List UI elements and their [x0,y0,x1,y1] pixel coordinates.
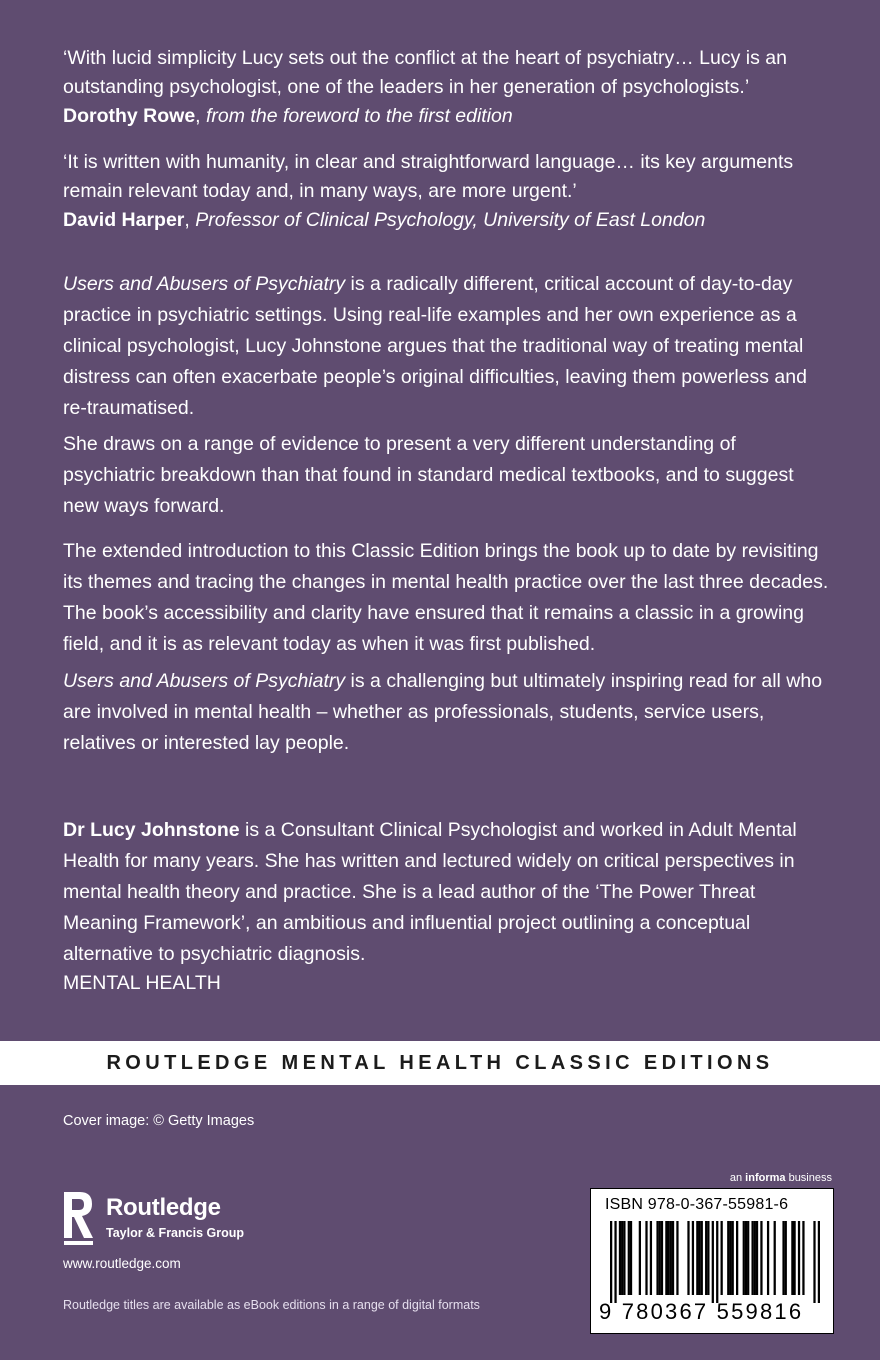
barcode-bar [621,1221,623,1295]
barcode-bar [743,1221,745,1295]
barcode-bar [798,1221,800,1295]
publisher-name: Routledge [106,1194,221,1221]
author-bio-text: is a Consultant Clinical Psychologist and worked in Adult Mental Health for many years. She has written and lectured widely on critical perspectives in mental health theory and practice. She is a lead author of the ‘The Power Threat Meaning Framework’, an ambitious and influential project outlining a conceptual alternative to psychiatric diagnosis. [63,819,797,965]
publisher-website[interactable]: www.routledge.com [63,1256,181,1271]
barcode-bar [818,1221,820,1303]
barcode-bar [802,1221,804,1295]
barcode-bar [619,1221,621,1295]
author-bio [63,815,833,970]
ebook-note: Routledge titles are available as eBook editions in a range of digital formats [63,1298,480,1312]
barcode-bar [774,1221,776,1295]
barcode-bar [782,1221,784,1295]
barcode-bar [756,1221,758,1295]
barcode-bar [716,1221,718,1303]
description-paragraph-1 [63,269,833,424]
barcode-bar [630,1221,632,1295]
isbn-barcode [590,1188,834,1334]
barcode-bar [729,1221,731,1295]
barcode-bar [614,1221,616,1303]
barcode-bar [785,1221,787,1295]
barcode-bar [676,1221,678,1295]
barcode-bar [745,1221,747,1295]
barcode-bar [736,1221,738,1295]
reviewer-name: Dorothy Rowe [63,105,196,127]
barcode-bar [813,1221,815,1303]
author-name: Dr Lucy Johnstone [63,819,240,841]
barcode-bar [656,1221,658,1295]
barcode-bar [747,1221,749,1295]
informa-business-tag: an informa business [729,1172,832,1184]
reviewer-name: David Harper [63,209,185,231]
isbn-label: ISBN 978-0-367-55981-6 [605,1196,789,1213]
routledge-logo [60,1190,280,1250]
barcode-bar [672,1221,674,1295]
barcode-bar [696,1221,698,1295]
barcode-digits: 9 780367 559816 [599,1299,804,1324]
barcode-bar [623,1221,625,1295]
barcode-bar [712,1221,714,1303]
cover-image-credit: Cover image: © Getty Images [63,1113,255,1129]
barcode-bar [650,1221,652,1295]
description-paragraph-3: The extended introduction to this Classic Edition brings the book up to date by revisiting its themes and tracing the changes in mental health practice over the last three decades. The book’s accessibility and clarity have ensured that it remains a classic in a growing field, and it is as relevant today as when it was first published. [63,540,829,655]
barcode-bar [732,1221,734,1295]
barcode-bar [645,1221,647,1295]
description-paragraph-4 [63,666,833,759]
barcode-bar [793,1221,795,1295]
barcode-bar [698,1221,700,1295]
barcode-bar [639,1221,641,1295]
barcode-bar [705,1221,707,1295]
barcode-bar [791,1221,793,1295]
review-quote-1: ‘With lucid simplicity Lucy sets out the conflict at the heart of psychiatry… Lucy is an outstanding psychologist, one of the leaders in her generation of psychologists.’ Dorothy Rowe, from the foreword to the first edition [63,47,787,127]
barcode-icon [610,1221,820,1303]
description-paragraph-2: She draws on a range of evidence to present a very different understanding of psychiatric breakdown than that found in standard medical textbooks, and to suggest new ways forward. [63,433,794,517]
barcode-bar [701,1221,703,1295]
barcode-bar [727,1221,729,1295]
barcode-bar [760,1221,762,1295]
reviewer-affiliation: Professor of Clinical Psychology, University of East London [195,209,706,231]
barcode-bar [670,1221,672,1295]
reviewer-affiliation: from the foreword to the first edition [206,105,513,127]
review-quote-text: ‘With lucid simplicity Lucy sets out the conflict at the heart of psychiatry… Lucy is an outstanding psychologist, one of the leaders in her generation of psychologists.’ [63,47,787,98]
barcode-bar [667,1221,669,1295]
barcode-bar [659,1221,661,1295]
barcode-bar [610,1221,612,1303]
barcode-bar [661,1221,663,1295]
paragraph-text: is a challenging but ultimately inspiring read for all who are involved in mental health – whether as professionals, students, service users, relatives or interested lay people. [63,670,823,754]
barcode-bar [707,1221,709,1295]
barcode-bar [751,1221,753,1295]
review-quote-2: ‘It is written with humanity, in clear and straightforward language… its key arguments remain relevant today and, in many ways, are more urgent.’ David Harper, Professor of Clinical Psychology, University of East London [63,151,794,231]
barcode-bar [754,1221,756,1295]
book-title: Users and Abusers of Psychiatry [63,670,346,692]
subject-category: MENTAL HEALTH [63,972,221,994]
barcode-bar [687,1221,689,1295]
barcode-bar [692,1221,694,1295]
paragraph-text: is a radically different, critical account of day-to-day practice in psychiatric settings. Using real-life examples and her own experience as a clinical psychologist, Lucy Johnstone argues that the traditional way of treating mental distress can often exacerbate people’s original difficulties, leaving them powerless and re-traumatised. [63,273,807,419]
barcode-bar [767,1221,769,1295]
series-band: ROUTLEDGE MENTAL HEALTH CLASSIC EDITIONS [0,1041,880,1085]
review-quote-text: ‘It is written with humanity, in clear and straightforward language… its key arguments remain relevant today and, in many ways, are more urgent.’ [63,151,794,202]
routledge-r-icon [60,1190,96,1248]
barcode-bar [628,1221,630,1295]
book-title: Users and Abusers of Psychiatry [63,273,346,295]
barcode-bar [665,1221,667,1295]
publisher-group: Taylor & Francis Group [106,1226,244,1240]
barcode-bar [721,1221,723,1295]
